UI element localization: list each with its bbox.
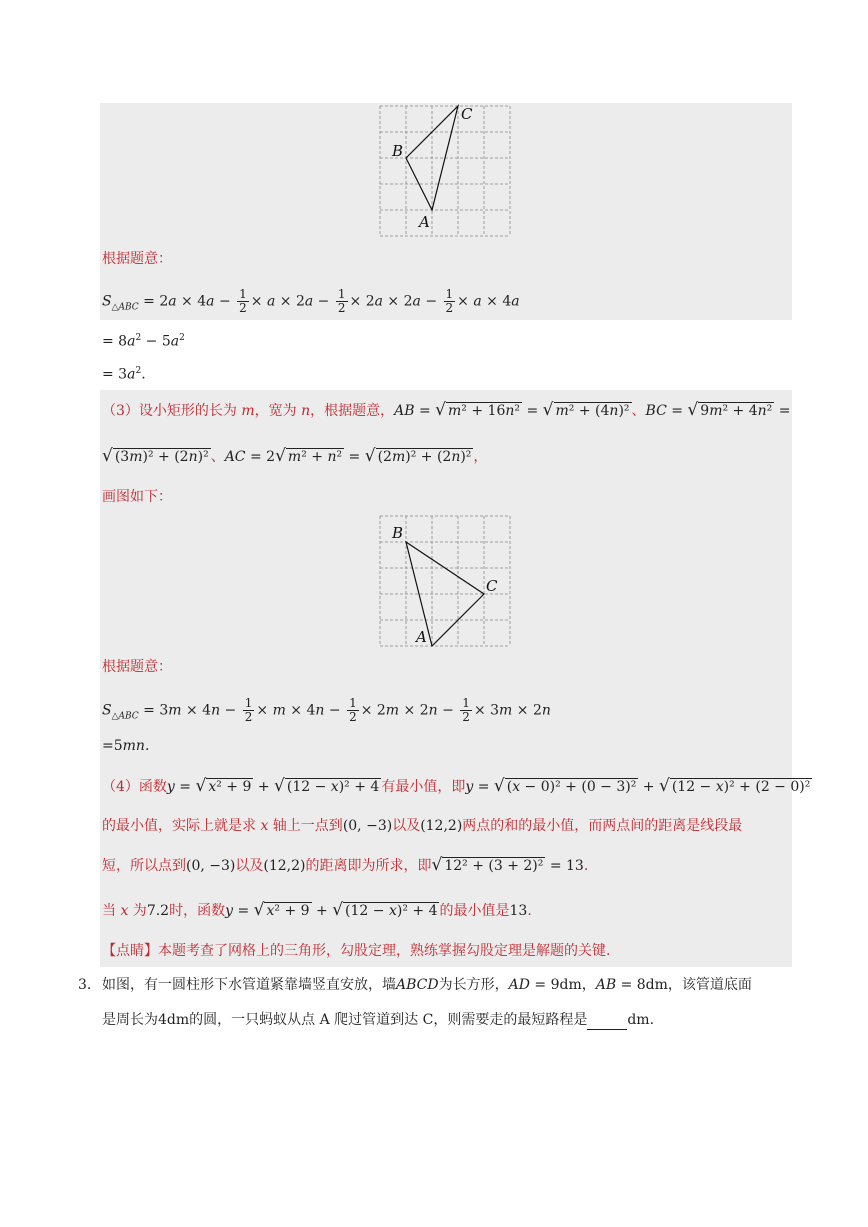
label-a-1: A: [419, 213, 430, 231]
answer-shade-bottom: [100, 390, 792, 967]
q3-line2-text: 是周长为4dm的圆，一只蚂蚁从点 A 爬过管道到达 C，则需要走的最短路程是: [102, 1012, 588, 1028]
q3-line2: [102, 1010, 654, 1030]
p3-line1: （3）设小矩形的长为 m，宽为 n，根据题意，AB = √ m² + 16n² = √ m² + (4n)² 、BC = √ 9m² + 4n² =: [102, 400, 791, 420]
label-c-2: C: [486, 577, 498, 595]
p4-line2: 的最小值，实际上就是求 x 轴上一点到(0, −3)以及(12,2)两点的和的最小值，而两点间的距离是线段最: [102, 818, 743, 834]
answer-blank[interactable]: [587, 1015, 627, 1030]
label-b-1: B: [392, 142, 404, 160]
label-a-2: A: [416, 628, 427, 646]
q3-number: 3.: [78, 977, 92, 993]
p2-intro: 根据题意：: [102, 251, 172, 267]
grid-figure-2: [378, 514, 512, 648]
label-b-2: B: [392, 524, 404, 542]
grid-figure-1: [378, 104, 512, 238]
q3-line1: 如图，有一圆柱形下水管道紧靠墙竖直安放，墙ABCD为长方形，AD = 9dm，AB = 8dm，该管道底面: [102, 977, 752, 993]
p4-line1: （4）函数y = √ x² + 9 + √ (12 − x)² + 4 有最小值，即y = √ (x − 0)² + (0 − 3)² + √ (12 − x)² + (2 − 0)²: [102, 776, 811, 796]
p3-area-line: $S_{\triangle ABC} = 3m \times 4n$ − $\frac{1}{2}$ × m × 4n − $\frac{1}{2}$ × 2m × 2n − $\frac{1}{2}$ × 3m × 2n: [102, 696, 551, 724]
q3-line2-unit: dm.: [627, 1012, 655, 1028]
p2-step1: = $8a^2 - 5a^2$: [102, 333, 185, 350]
p4-line3: 短，所以点到(0, −3)以及(12,2)的距离即为所求，即√ 12² + (3 + 2)² = 13.: [102, 855, 589, 875]
p3-result: =5mn.: [102, 738, 150, 754]
label-c-1: C: [461, 105, 473, 123]
p2-step2: = $3a^2$.: [102, 366, 146, 383]
p3-line2: √ (3m)² + (2n)² 、AC = 2√ m² + n² = √ (2m)² + (2n)² ，: [102, 446, 488, 466]
p2-area-line: $S_{\triangle ABC} = 2a \times 4a$ − $\frac{1}{2}$ × a × 2a − $\frac{1}{2}$ × 2a × 2a − $\frac{1}{2}$ × a × 4a: [102, 287, 520, 315]
p3-intro: 根据题意：: [102, 659, 172, 675]
p4-line4: 当 x 为7.2时，函数y = √ x² + 9 + √ (12 − x)² + 4 的最小值是13.: [102, 900, 532, 920]
p4-comment: 【点睛】本题考查了网格上的三角形，勾股定理，熟练掌握勾股定理是解题的关键.: [102, 943, 611, 959]
p3-draw: 画图如下：: [102, 489, 172, 505]
